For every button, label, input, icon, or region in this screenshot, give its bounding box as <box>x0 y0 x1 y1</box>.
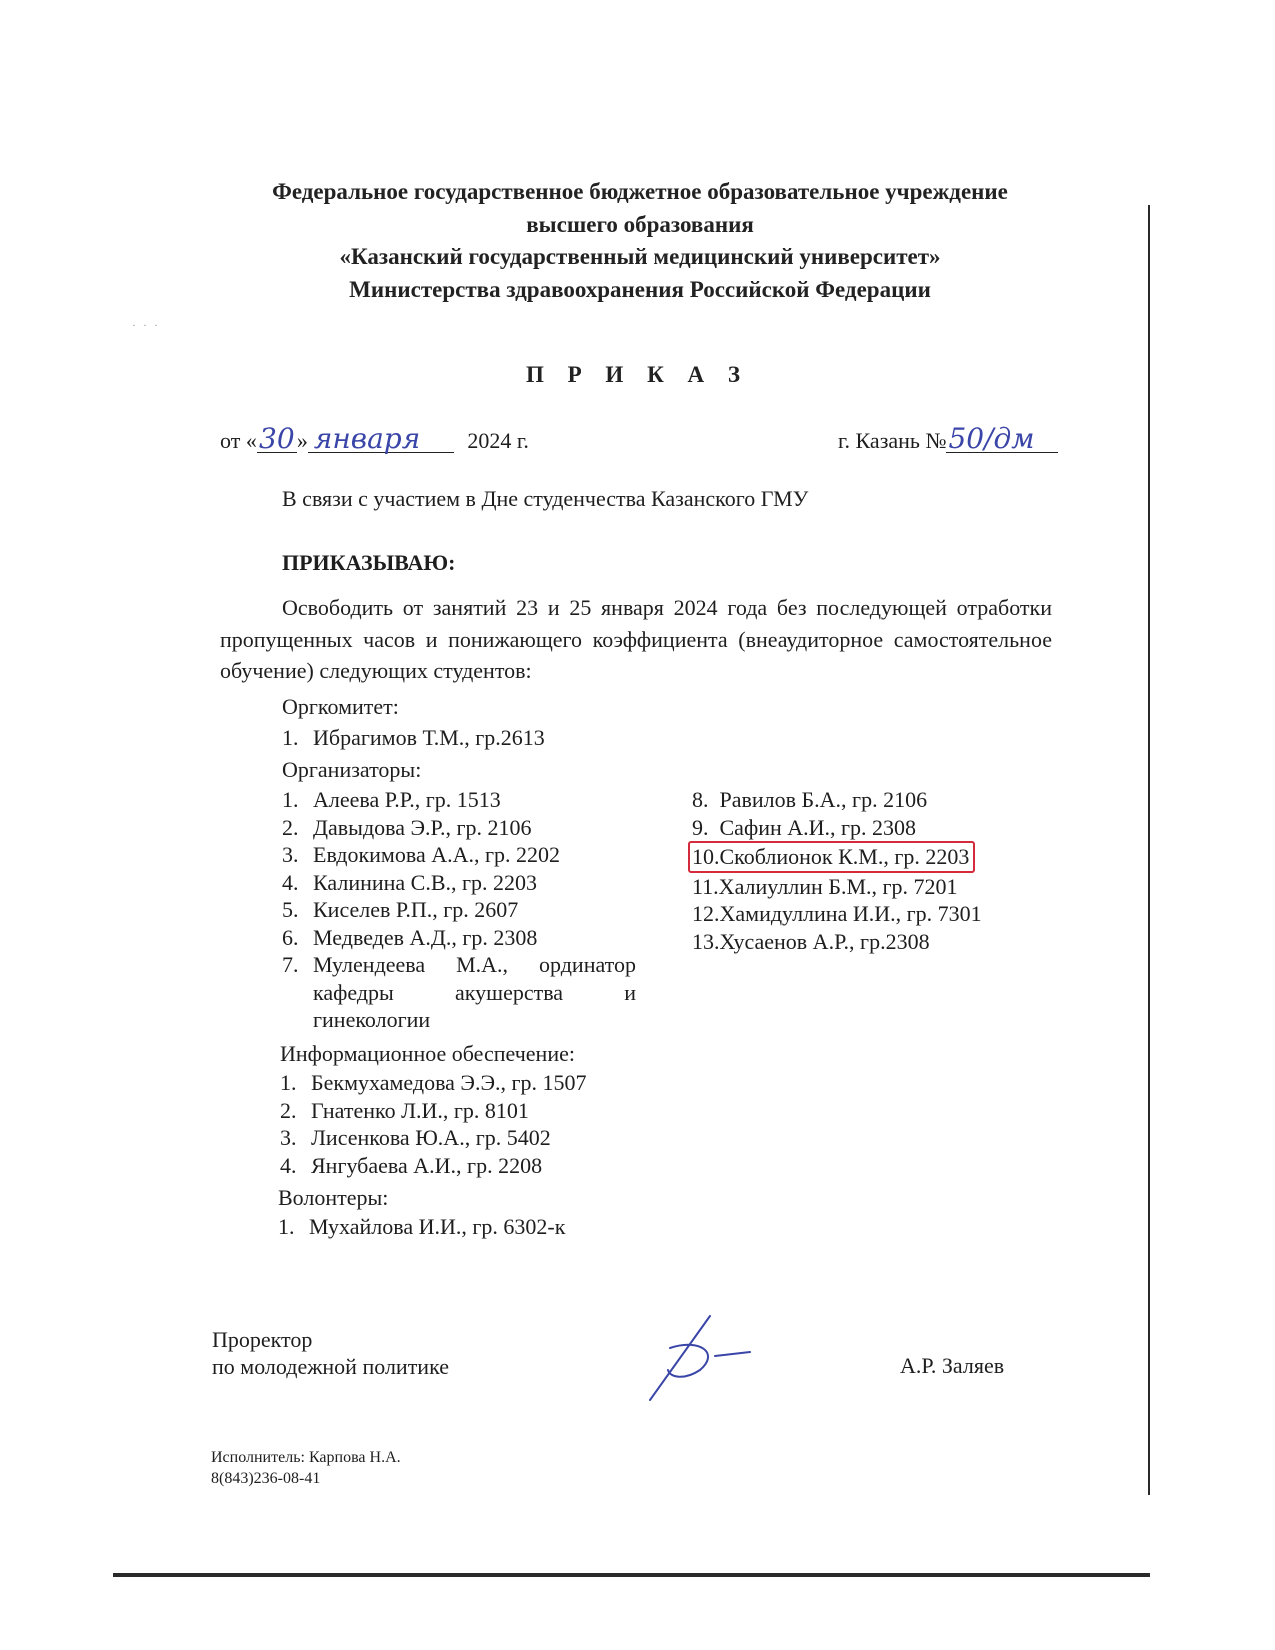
city-number-line <box>838 422 1058 455</box>
executor-phone: 8(843)236-08-41 <box>211 1470 321 1487</box>
list-item <box>282 786 636 814</box>
item-number: 2. <box>282 814 299 840</box>
item-number: 6. <box>282 924 299 950</box>
item-text: 12.Хамидуллина И.И., гр. 7301 <box>692 901 982 926</box>
institution-header <box>200 176 1080 306</box>
list-item <box>692 814 982 842</box>
list-item <box>282 896 636 924</box>
header-line-4: Министерства здравоохранения Российской Федерации <box>349 276 931 302</box>
list-item <box>282 814 636 842</box>
date-mid: » <box>296 428 308 453</box>
list-item <box>282 924 636 952</box>
date-year: 2024 г. <box>467 428 529 453</box>
list-item <box>280 1069 587 1097</box>
highlighted-list-item <box>692 841 982 873</box>
city-label: г. Казань № <box>838 428 947 453</box>
reason-text: В связи с участием в Дне студенчества Казанского ГМУ <box>282 486 809 511</box>
item-number: 3. <box>280 1125 297 1150</box>
item-number: 1. <box>282 787 299 812</box>
list-item <box>280 1152 587 1180</box>
position-line-2: по молодежной политике <box>212 1354 449 1379</box>
item-text: Янгубаева А.И., гр. 2208 <box>311 1152 543 1178</box>
item-number: 1. <box>280 1070 297 1095</box>
item-text: 9. Сафин А.И., гр. 2308 <box>692 814 917 840</box>
list-item <box>282 951 636 1034</box>
handwritten-order-number: 50/дм <box>946 425 1058 453</box>
header-line-1: Федеральное государственное бюджетное образовательное учреждение <box>272 179 1008 204</box>
signatory-name: А.Р. Заляев <box>900 1353 1005 1378</box>
item-text: 13.Хусаенов А.Р., гр.2308 <box>692 928 930 954</box>
item-number: 1. <box>282 725 299 750</box>
organizers-right-column <box>692 786 982 955</box>
handwritten-month: января <box>308 425 454 453</box>
list-item <box>692 786 982 814</box>
list-item <box>278 1213 565 1241</box>
item-text: Ибрагимов Т.М., гр.2613 <box>313 725 545 750</box>
group-title-info: Информационное обеспечение: <box>280 1041 575 1066</box>
order-word: ПРИКАЗЫВАЮ: <box>282 550 456 575</box>
header-line-2: высшего образования <box>526 211 754 237</box>
item-number: 4. <box>280 1152 297 1178</box>
page-edge-right <box>1148 205 1150 1495</box>
order-body: Освободить от занятий 23 и 25 января 2024 года без последующей отработки пропущенных часов и понижающего коэффициента (внеаудиторное самостоятельное обучение) следующих студентов: <box>220 595 1052 683</box>
list-item <box>692 928 982 956</box>
position-line-1: Проректор <box>212 1327 313 1352</box>
date-line <box>220 422 529 455</box>
group-title-organizers: Организаторы: <box>282 757 422 782</box>
item-text: Давыдова Э.Р., гр. 2106 <box>313 814 532 840</box>
list-item <box>282 869 636 897</box>
list-item <box>282 724 545 752</box>
list-item <box>692 900 982 928</box>
executor-block <box>211 1447 401 1489</box>
item-text: Алеева Р.Р., гр. 1513 <box>313 787 501 812</box>
item-text-highlighted: 10.Скоблионок К.М., гр. 2203 <box>688 841 975 873</box>
item-text: Мухайлова И.И., гр. 6302-к <box>309 1214 566 1239</box>
list-item <box>282 841 636 869</box>
item-number: 4. <box>282 869 299 895</box>
executor-label: Исполнитель: Карпова Н.А. <box>211 1449 401 1466</box>
group-title-orgcommittee: Оргкомитет: <box>282 694 399 719</box>
item-text: 11.Халиуллин Б.М., гр. 7201 <box>692 873 958 899</box>
item-text: Евдокимова А.А., гр. 2202 <box>313 842 561 867</box>
item-text: 8. Равилов Б.А., гр. 2106 <box>692 787 928 812</box>
item-text: Киселев Р.П., гр. 2607 <box>313 897 519 922</box>
signatory-position <box>212 1326 449 1380</box>
item-number: 5. <box>282 897 299 922</box>
date-prefix: от « <box>220 428 257 453</box>
item-text: Медведев А.Д., гр. 2308 <box>313 924 538 950</box>
item-number: 2. <box>280 1097 297 1123</box>
handwritten-signature <box>640 1308 790 1408</box>
organizers-left-column <box>282 786 636 1034</box>
item-number: 7. <box>282 952 299 977</box>
item-text: Бекмухамедова Э.Э., гр. 1507 <box>311 1070 587 1095</box>
list-item <box>692 873 982 901</box>
info-list <box>280 1069 587 1179</box>
item-number: 1. <box>278 1214 295 1239</box>
document-title: П Р И К А З <box>525 362 749 387</box>
item-text: Лисенкова Ю.А., гр. 5402 <box>311 1125 551 1150</box>
list-item <box>280 1124 587 1152</box>
handwritten-day: 30 <box>257 425 297 453</box>
item-number: 3. <box>282 842 299 867</box>
item-text: Гнатенко Л.И., гр. 8101 <box>311 1097 529 1123</box>
list-item <box>280 1097 587 1125</box>
header-line-3: «Казанский государственный медицинский университет» <box>339 244 941 269</box>
item-text: Мулендеева М.А., ординатор кафедры акушерства и гинекологии <box>313 952 636 1032</box>
group-title-volunteers: Волонтеры: <box>278 1185 389 1210</box>
scan-dots: · · · <box>132 318 160 332</box>
page-edge-bottom <box>113 1573 1150 1577</box>
item-text: Калинина С.В., гр. 2203 <box>313 869 538 895</box>
